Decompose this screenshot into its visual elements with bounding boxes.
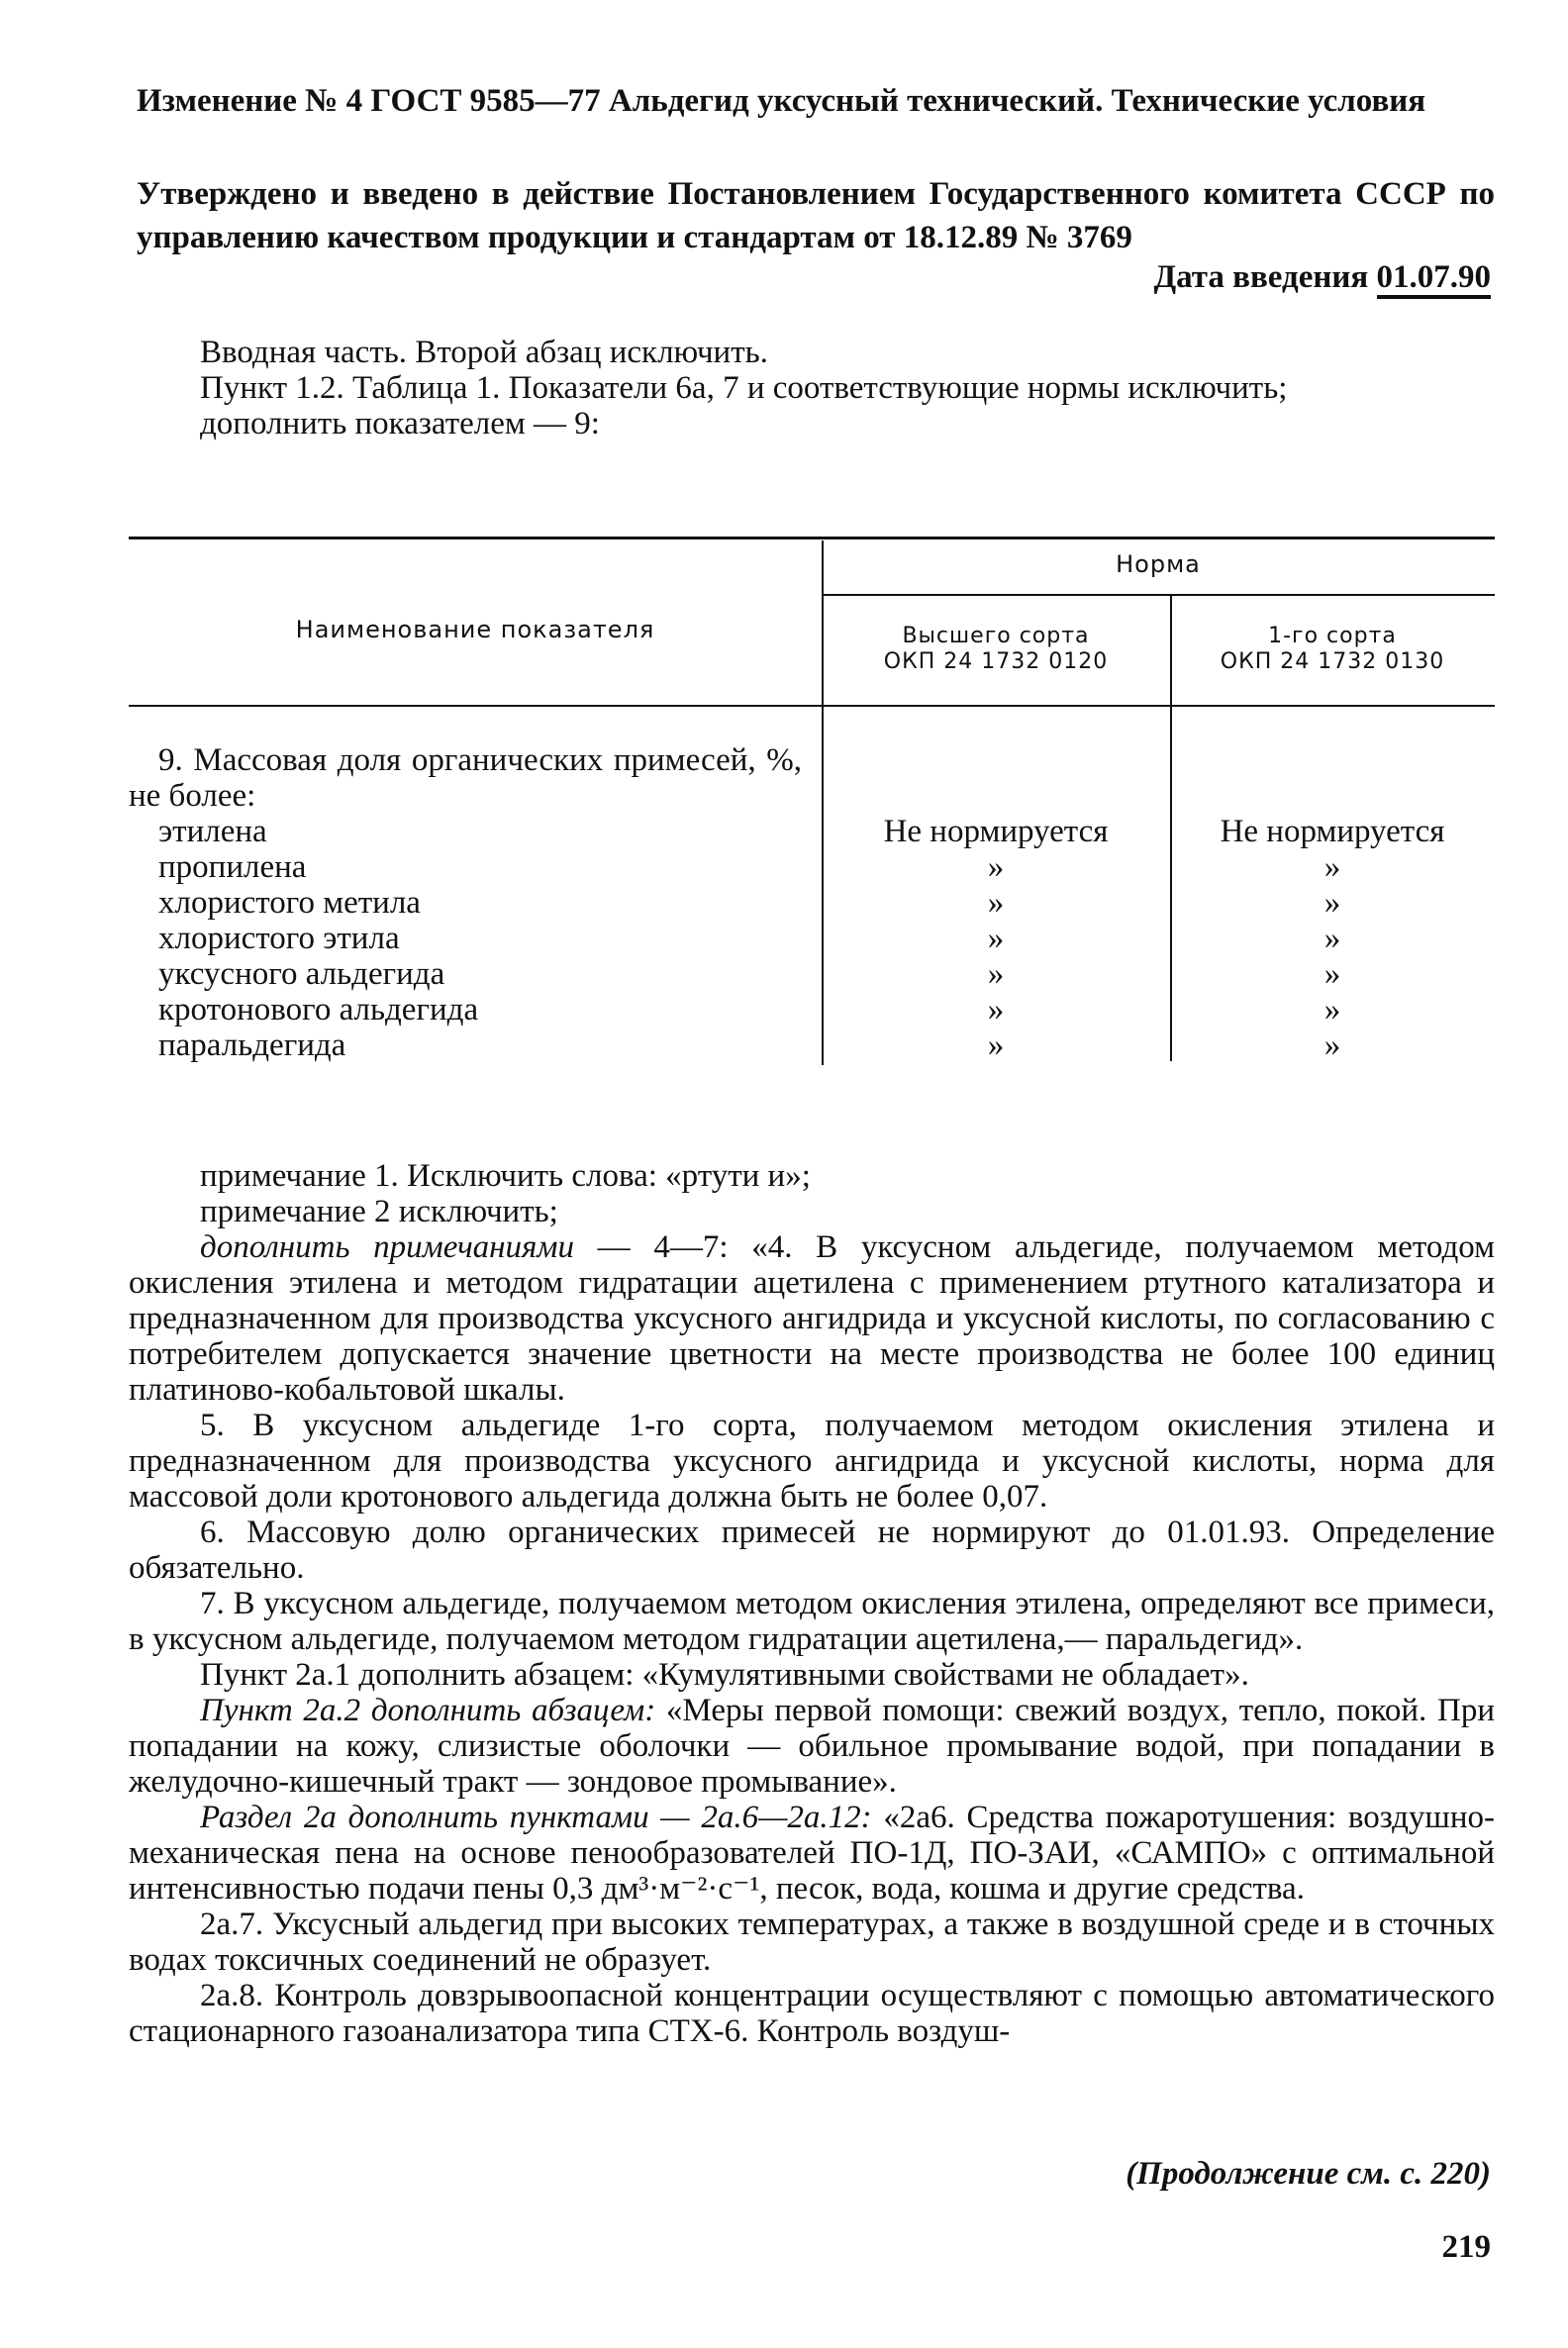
high-value: »	[987, 849, 1005, 885]
high-value: »	[987, 1027, 1005, 1063]
item-paraldehyde: паральдегида	[158, 1027, 346, 1063]
note-8	[129, 1693, 1495, 1800]
item-acetaldehyde: уксусного альдегида	[158, 956, 445, 992]
note-3	[129, 1229, 1495, 1408]
intro-line-2: Пункт 1.2. Таблица 1. Показатели 6а, 7 и соответствующие нормы исключить;	[200, 370, 1288, 406]
header-norm: Норма	[1116, 550, 1201, 578]
intro-section	[129, 335, 1495, 441]
note-11: 2а.8. Контроль довзрывоопасной концентрации осуществляют с помощью автоматического стационарного газоанализатора типа СТХ-6. Контроль воздуш-	[129, 1978, 1495, 2049]
first-value: »	[1323, 849, 1341, 885]
effective-date	[1153, 259, 1491, 296]
document-title: Изменение № 4 ГОСТ 9585—77 Альдегид уксусный технический. Технические условия	[137, 83, 1426, 119]
note-10: 2а.7. Уксусный альдегид при высоких температурах, а также в воздушной среде и в сточных водах токсичных соединений не образует.	[129, 1907, 1495, 1978]
first-grade-values	[1170, 814, 1495, 1063]
item-methyl-chloride: хлористого метила	[158, 885, 421, 921]
header-highest-grade-name: Высшего сорта	[902, 624, 1090, 648]
note-9-lead: Раздел 2а дополнить пунктами — 2а.6—2а.12:	[200, 1800, 872, 1835]
first-value: »	[1323, 885, 1341, 921]
first-value: »	[1323, 956, 1341, 992]
note-8-lead: Пункт 2а.2 дополнить абзацем:	[200, 1693, 656, 1728]
header-highest-grade	[822, 624, 1170, 675]
approval-statement: Утверждено и введено в действие Постановлением Государственного комитета СССР по управлению качеством продукции и стандартам от 18.12.89 № 3769	[137, 176, 1495, 255]
first-value: Не нормируется	[1220, 814, 1445, 849]
table-header-rule	[129, 705, 1495, 707]
effective-date-value: 01.07.90	[1377, 259, 1492, 299]
first-value: »	[1323, 992, 1341, 1027]
note-1: примечание 1. Исключить слова: «ртути и»;	[200, 1158, 811, 1194]
row-label-block	[129, 742, 802, 1063]
header-first-grade-code: ОКП 24 1732 0130	[1220, 649, 1445, 674]
note-3-text: — 4—7: «4. В уксусном альдегиде, получаемом методом окисления этилена и методом гидратации ацетилена с применением ртутного катализатора и предназначенном для производства уксусного ангидрида и уксусной кислоты, по согласованию с потребителем допускается значение цветности на месте производства не более 100 единиц платиново-кобальтовой шкалы.	[129, 1229, 1495, 1408]
note-3-lead: дополнить примечаниями	[200, 1229, 574, 1265]
high-value: Не нормируется	[883, 814, 1109, 849]
note-4: 5. В уксусном альдегиде 1-го сорта, получаемом методом окисления этилена и предназначенном для производства уксусного ангидрида и уксусной кислоты, норма для массовой доли кротонового альдегида должна быть не более 0,07.	[129, 1408, 1495, 1515]
note-8-text: «Меры первой помощи: свежий воздух, тепло, покой. При попадании на кожу, слизистые оболочки — обильное промывание водой, при попадании в желудочно-кишечный тракт — зондовое промывание».	[129, 1693, 1495, 1800]
item-ethyl-chloride: хлористого этила	[158, 921, 400, 956]
norm-underline	[822, 594, 1495, 596]
row-title: 9. Массовая доля органических примесей, %, не более:	[129, 742, 802, 814]
effective-date-label: Дата введения	[1153, 259, 1377, 295]
page-number: 219	[1441, 2229, 1491, 2265]
high-value: »	[987, 956, 1005, 992]
continued-note: (Продолжение см. с. 220)	[1126, 2156, 1491, 2192]
indicator-table	[129, 537, 1495, 1091]
high-value: »	[987, 921, 1005, 956]
note-9-text: «2а6. Средства пожаротушения: воздушно-механическая пена на основе пенообразователей ПО-1Д, ПО-ЗАИ, «САМПО» с оптимальной интенсивностью подачи пены 0,3 дм³·м⁻²·с⁻¹, песок, вода, кошма и другие средства.	[129, 1800, 1495, 1907]
header-first-grade-name: 1-го сорта	[1268, 624, 1397, 648]
header-indicator-name: Наименование показателя	[295, 616, 655, 643]
intro-line-3: дополнить показателем — 9:	[200, 406, 600, 441]
item-propylene: пропилена	[158, 849, 307, 885]
note-9	[129, 1800, 1495, 1907]
note-7: Пункт 2а.1 дополнить абзацем: «Кумулятивными свойствами не обладает».	[200, 1657, 1249, 1693]
item-crotonaldehyde: кротонового альдегида	[158, 992, 479, 1027]
table-top-rule	[129, 537, 1495, 539]
note-2: примечание 2 исключить;	[200, 1194, 558, 1229]
note-5: 6. Массовую долю органических примесей не нормируют до 01.01.93. Определение обязательно.	[129, 1515, 1495, 1586]
high-value: »	[987, 992, 1005, 1027]
high-value: »	[987, 885, 1005, 921]
item-ethylene: этилена	[158, 814, 267, 849]
highest-grade-values	[822, 814, 1170, 1063]
notes-section	[129, 1158, 1495, 2049]
header-highest-grade-code: ОКП 24 1732 0120	[883, 649, 1109, 674]
first-value: »	[1323, 921, 1341, 956]
header-first-grade	[1170, 624, 1495, 675]
note-6: 7. В уксусном альдегиде, получаемом методом окисления этилена, определяют все примеси, в уксусном альдегиде, получаемом методом гидратации ацетилена,— паральдегид».	[129, 1586, 1495, 1657]
intro-line-1: Вводная часть. Второй абзац исключить.	[200, 335, 768, 370]
first-value: »	[1323, 1027, 1341, 1063]
